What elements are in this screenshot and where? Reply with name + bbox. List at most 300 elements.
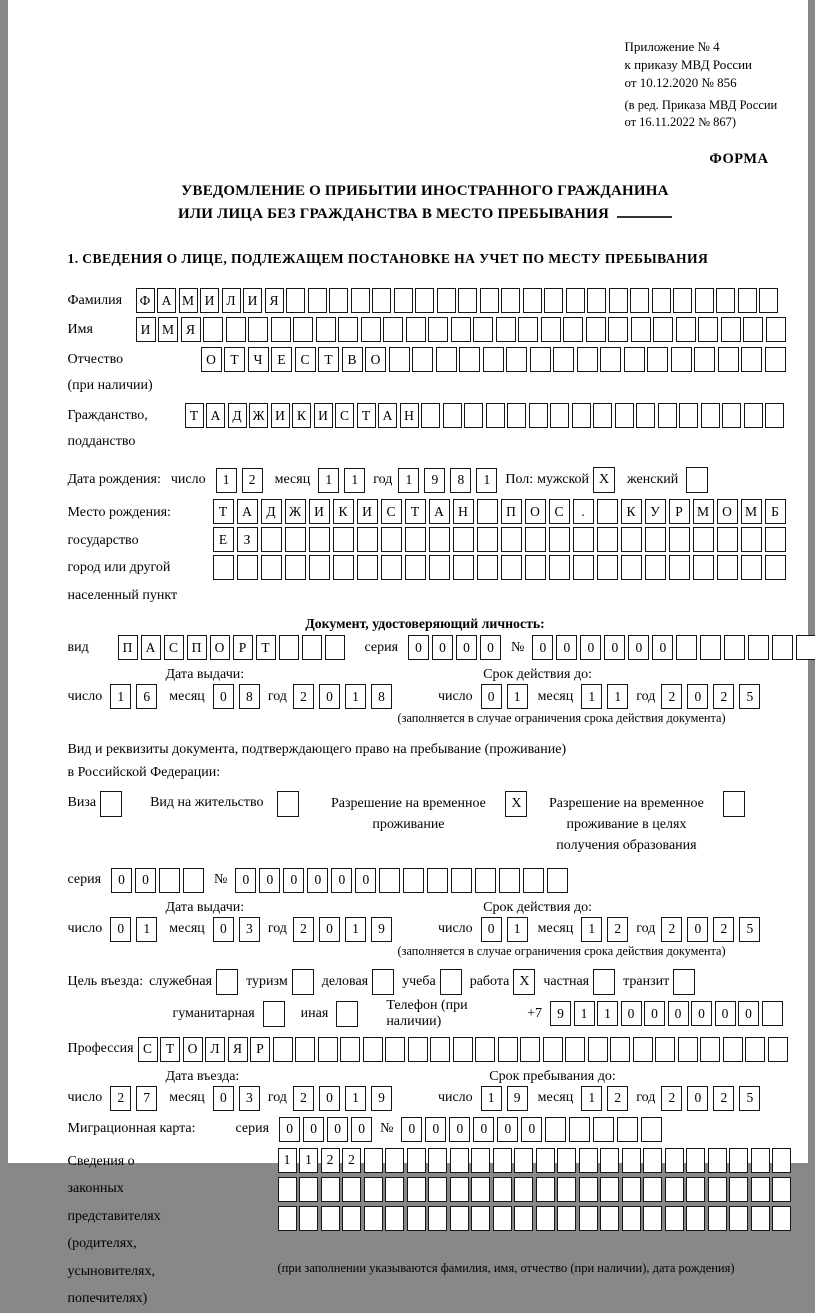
char-cell	[309, 555, 330, 580]
char-cell: Н	[400, 403, 419, 428]
char-cell: А	[206, 403, 225, 428]
char-cell	[325, 635, 345, 660]
char-cell: 0	[213, 684, 234, 709]
char-cell	[338, 317, 358, 342]
char-cell	[545, 1117, 566, 1142]
char-cell	[741, 555, 762, 580]
form-title-line2: ИЛИ ЛИЦА БЕЗ ГРАЖДАНСТВА В МЕСТО ПРЕБЫВАНИЯ	[68, 203, 783, 226]
char-cell	[724, 635, 745, 660]
char-cell	[708, 1177, 727, 1202]
char-cell	[729, 1148, 748, 1173]
char-cell	[698, 317, 718, 342]
char-cell: Ч	[248, 347, 269, 372]
char-cell	[549, 527, 570, 552]
char-cell: 2	[713, 684, 734, 709]
char-cell	[321, 1177, 340, 1202]
char-cell: 1	[607, 684, 628, 709]
char-cell	[630, 288, 649, 313]
char-cell: 0	[408, 635, 429, 660]
char-cell: 5	[739, 917, 760, 942]
char-cell: 0	[279, 1117, 300, 1142]
char-cell	[593, 1117, 614, 1142]
identity-doc-heading: Документ, удостоверяющий личность:	[305, 616, 545, 632]
char-cell	[665, 1206, 684, 1231]
entry-date-heading: Дата въезда:	[165, 1068, 240, 1084]
char-cell	[597, 527, 618, 552]
char-cell	[464, 403, 483, 428]
char-cell	[406, 317, 426, 342]
char-cell	[643, 1177, 662, 1202]
char-cell: 0	[668, 1001, 689, 1026]
migration-number-field[interactable]	[401, 1117, 662, 1142]
char-cell	[357, 527, 378, 552]
char-cell: 0	[135, 868, 156, 893]
char-cell: 5	[739, 684, 760, 709]
day-label: число	[170, 472, 206, 488]
char-cell	[536, 1148, 555, 1173]
doc-type-label: вид	[67, 639, 89, 655]
char-cell: Я	[265, 288, 284, 313]
char-cell	[572, 403, 591, 428]
char-cell	[342, 1206, 361, 1231]
char-cell: 2	[293, 917, 314, 942]
char-cell: 9	[550, 1001, 571, 1026]
char-cell	[518, 317, 538, 342]
char-cell: 0	[691, 1001, 712, 1026]
char-cell	[597, 499, 618, 524]
char-cell	[694, 347, 715, 372]
char-cell	[520, 1037, 540, 1062]
char-cell	[655, 1037, 675, 1062]
char-cell	[477, 555, 498, 580]
female-label: женский	[627, 472, 679, 488]
profession-field[interactable]	[138, 1037, 788, 1062]
char-cell	[600, 1206, 619, 1231]
char-cell: С	[138, 1037, 158, 1062]
char-cell: К	[621, 499, 642, 524]
doc-series-field[interactable]	[408, 635, 501, 660]
doc-issue-month[interactable]	[213, 684, 260, 709]
char-cell	[550, 403, 569, 428]
char-cell	[453, 555, 474, 580]
surname-row	[68, 288, 783, 313]
char-cell: 2	[293, 684, 314, 709]
residence-issue-year[interactable]	[293, 917, 392, 942]
doc-issue-day[interactable]	[110, 684, 157, 709]
char-cell	[772, 1206, 791, 1231]
char-cell: Т	[160, 1037, 180, 1062]
residence-series-field[interactable]	[111, 868, 204, 893]
char-cell: А	[237, 499, 258, 524]
char-cell	[295, 1037, 315, 1062]
char-cell	[372, 288, 391, 313]
char-cell	[430, 1037, 450, 1062]
female-checkbox[interactable]	[686, 467, 708, 493]
char-cell	[408, 1037, 428, 1062]
doc-valid-heading: Срок действия до:	[483, 667, 592, 683]
citizenship-field[interactable]	[185, 403, 785, 428]
entry-month[interactable]	[213, 1086, 260, 1111]
char-cell: 0	[497, 1117, 518, 1142]
char-cell: О	[183, 1037, 203, 1062]
purpose-work-checkbox[interactable]: X	[513, 969, 535, 995]
profession-row	[68, 1037, 783, 1062]
purpose-business-checkbox[interactable]	[372, 969, 394, 995]
profession-label: Профессия	[67, 1041, 134, 1056]
purpose-option-label: иная	[300, 1005, 329, 1021]
representatives-field-2[interactable]	[278, 1177, 792, 1202]
patronymic-row	[68, 347, 783, 399]
month-label: месяц	[169, 921, 205, 936]
char-cell: Р	[233, 635, 253, 660]
char-cell: 0	[355, 868, 376, 893]
char-cell	[285, 555, 306, 580]
entry-year[interactable]	[293, 1086, 392, 1111]
char-cell	[645, 555, 666, 580]
representatives-label: Сведения о законных представителях (родителях, усыновителях, попечителях)	[67, 1153, 161, 1306]
char-cell	[501, 555, 522, 580]
char-cell	[299, 1177, 318, 1202]
char-cell: О	[525, 499, 546, 524]
char-cell: 2	[293, 1086, 314, 1111]
char-cell	[405, 527, 426, 552]
char-cell: 8	[239, 684, 260, 709]
char-cell: Т	[185, 403, 204, 428]
citizenship-row	[68, 403, 783, 455]
char-cell	[385, 1037, 405, 1062]
purpose-other-checkbox[interactable]	[336, 1001, 358, 1027]
entry-dates-headings	[68, 1069, 783, 1085]
doc-type-row	[68, 635, 783, 660]
char-cell	[622, 1206, 641, 1231]
char-cell: 1	[481, 1086, 502, 1111]
char-cell: 1	[597, 1001, 618, 1026]
char-cell	[579, 1148, 598, 1173]
char-cell	[471, 1206, 490, 1231]
char-cell	[451, 317, 471, 342]
stay-until-month[interactable]	[581, 1086, 628, 1111]
char-cell	[796, 635, 815, 660]
char-cell	[586, 317, 606, 342]
char-cell	[403, 868, 424, 893]
char-cell: 6	[136, 684, 157, 709]
char-cell	[671, 347, 692, 372]
char-cell	[473, 317, 493, 342]
char-cell	[385, 1206, 404, 1231]
char-cell: 1	[345, 684, 366, 709]
char-cell	[587, 288, 606, 313]
purpose-transit-checkbox[interactable]	[673, 969, 695, 995]
char-cell: Ф	[136, 288, 155, 313]
char-cell: 0	[351, 1117, 372, 1142]
char-cell: 2	[242, 468, 263, 493]
char-cell	[459, 347, 480, 372]
name-field[interactable]	[136, 317, 786, 342]
migration-card-row	[68, 1117, 783, 1142]
char-cell	[471, 1177, 490, 1202]
entry-dates-row	[68, 1086, 783, 1111]
char-cell: М	[179, 288, 198, 313]
surname-field[interactable]	[136, 288, 779, 313]
char-cell	[428, 1206, 447, 1231]
char-cell: 0	[556, 635, 577, 660]
birthplace-field-3[interactable]	[213, 555, 786, 580]
purpose-option-label: работа	[469, 973, 510, 989]
char-cell	[394, 288, 413, 313]
doc-series-label: серия	[364, 639, 399, 655]
char-cell	[536, 1206, 555, 1231]
char-cell: К	[333, 499, 354, 524]
birthplace-field-1[interactable]	[213, 499, 786, 524]
birth-day-field[interactable]	[216, 468, 263, 493]
char-cell	[729, 1177, 748, 1202]
residence-number-field[interactable]	[235, 868, 568, 893]
residence-valid-day[interactable]	[481, 917, 528, 942]
char-cell: 2	[607, 1086, 628, 1111]
char-cell: 0	[715, 1001, 736, 1026]
char-cell	[708, 1206, 727, 1231]
purpose-humanitarian-checkbox[interactable]	[263, 1001, 285, 1027]
char-cell: 2	[342, 1148, 361, 1173]
char-cell	[364, 1148, 383, 1173]
char-cell: А	[157, 288, 176, 313]
char-cell	[364, 1206, 383, 1231]
residence-permit-checkbox[interactable]	[277, 791, 299, 817]
char-cell	[514, 1206, 533, 1231]
representatives-row	[68, 1148, 783, 1313]
char-cell: 2	[607, 917, 628, 942]
migration-series-field[interactable]	[279, 1117, 372, 1142]
doc-issue-heading: Дата выдачи:	[165, 667, 245, 683]
char-cell	[678, 1037, 698, 1062]
char-cell: 0	[687, 1086, 708, 1111]
char-cell	[743, 317, 763, 342]
char-cell	[412, 347, 433, 372]
char-cell	[499, 868, 520, 893]
char-cell	[261, 555, 282, 580]
entry-day[interactable]	[110, 1086, 157, 1111]
char-cell	[543, 1037, 563, 1062]
form-title-line1: УВЕДОМЛЕНИЕ О ПРИБЫТИИ ИНОСТРАННОГО ГРАЖДАНИНА	[181, 183, 669, 200]
appendix-line: к приказу МВД России	[624, 56, 753, 72]
char-cell: 8	[371, 684, 392, 709]
char-cell: Я	[228, 1037, 248, 1062]
char-cell	[309, 527, 330, 552]
char-cell: З	[237, 527, 258, 552]
char-cell	[453, 1037, 473, 1062]
day-label: число	[437, 688, 473, 704]
char-cell	[665, 1177, 684, 1202]
char-cell	[676, 317, 696, 342]
char-cell: П	[118, 635, 138, 660]
char-cell	[631, 317, 651, 342]
char-cell	[686, 1206, 705, 1231]
char-cell: О	[201, 347, 222, 372]
char-cell: 7	[136, 1086, 157, 1111]
purpose-official-checkbox[interactable]	[216, 969, 238, 995]
char-cell	[557, 1148, 576, 1173]
char-cell: 2	[661, 1086, 682, 1111]
char-cell	[428, 317, 448, 342]
char-cell	[745, 1037, 765, 1062]
doc-valid-year[interactable]	[661, 684, 760, 709]
char-cell	[501, 527, 522, 552]
char-cell	[385, 1177, 404, 1202]
char-cell: Е	[271, 347, 292, 372]
residence-issue-heading: Дата выдачи:	[165, 899, 245, 915]
birthplace-row	[68, 499, 783, 609]
birthdate-label: Дата рождения:	[67, 472, 161, 488]
char-cell	[643, 1206, 662, 1231]
char-cell: 2	[321, 1148, 340, 1173]
char-cell: П	[501, 499, 522, 524]
char-cell: 1	[507, 684, 528, 709]
char-cell	[286, 288, 305, 313]
birth-year-field[interactable]	[398, 468, 497, 493]
residence-issue-month[interactable]	[213, 917, 260, 942]
char-cell	[383, 317, 403, 342]
char-cell	[261, 527, 282, 552]
doc-type-field[interactable]	[118, 635, 345, 660]
char-cell: 0	[213, 917, 234, 942]
char-cell: И	[271, 403, 290, 428]
char-cell	[621, 555, 642, 580]
char-cell	[529, 403, 548, 428]
representatives-field-1[interactable]	[278, 1148, 792, 1173]
char-cell: 1	[581, 1086, 602, 1111]
purpose-tourism-checkbox[interactable]	[292, 969, 314, 995]
char-cell	[450, 1148, 469, 1173]
purpose-study-checkbox[interactable]	[440, 969, 462, 995]
residence-issue-day[interactable]	[110, 917, 157, 942]
char-cell	[421, 403, 440, 428]
char-cell	[686, 1148, 705, 1173]
purpose-label: Цель въезда:	[67, 973, 144, 989]
phone-label: Телефон (при наличии)	[386, 997, 468, 1029]
char-cell	[428, 1177, 447, 1202]
char-cell	[617, 1117, 638, 1142]
doc-number-field[interactable]	[532, 635, 815, 660]
residence-valid-heading: Срок действия до:	[483, 899, 592, 915]
stay-until-day[interactable]	[481, 1086, 528, 1111]
char-cell: 0	[432, 635, 453, 660]
birthplace-field-2[interactable]	[213, 527, 786, 552]
char-cell	[641, 1117, 662, 1142]
purpose-option-label: транзит	[623, 973, 670, 989]
char-cell: Т	[256, 635, 276, 660]
char-cell: 1	[476, 468, 497, 493]
doc-valid-note: (заполняется в случае ограничения срока действия документа)	[397, 711, 726, 726]
char-cell: 0	[319, 917, 340, 942]
visa-checkbox[interactable]	[100, 791, 122, 817]
month-label: месяц	[537, 688, 574, 704]
char-cell: 9	[507, 1086, 528, 1111]
residence-valid-year[interactable]	[661, 917, 760, 942]
purpose-option-label: учеба	[402, 973, 436, 989]
doc-valid-month[interactable]	[581, 684, 628, 709]
representatives-field-3[interactable]	[278, 1206, 792, 1231]
char-cell: 1	[581, 684, 602, 709]
residence-dates-headings	[68, 900, 783, 916]
char-cell	[717, 527, 738, 552]
char-cell	[588, 1037, 608, 1062]
residence-doc-options	[68, 791, 783, 856]
char-cell: 0	[738, 1001, 759, 1026]
char-cell	[686, 1177, 705, 1202]
char-cell: Н	[453, 499, 474, 524]
purpose-private-checkbox[interactable]	[593, 969, 615, 995]
char-cell	[302, 635, 322, 660]
stay-until-year[interactable]	[661, 1086, 760, 1111]
char-cell	[213, 555, 234, 580]
purpose-option-label: частная	[543, 973, 590, 989]
residence-permit-label: Вид на жительство	[150, 794, 264, 810]
char-cell	[471, 1148, 490, 1173]
char-cell: 0	[259, 868, 280, 893]
char-cell	[573, 527, 594, 552]
visa-label: Виза	[67, 794, 97, 810]
temp-residence-checkbox[interactable]: X	[505, 791, 527, 817]
char-cell: С	[549, 499, 570, 524]
patronymic-label: Отчество (при наличии)	[68, 347, 201, 399]
char-cell: Я	[181, 317, 201, 342]
char-cell	[600, 347, 621, 372]
char-cell	[772, 1177, 791, 1202]
char-cell	[768, 1037, 788, 1062]
birth-month-field[interactable]	[318, 468, 365, 493]
char-cell	[437, 288, 456, 313]
char-cell: Т	[405, 499, 426, 524]
patronymic-field[interactable]	[201, 347, 786, 372]
char-cell	[364, 1177, 383, 1202]
char-cell	[415, 288, 434, 313]
char-cell: К	[292, 403, 311, 428]
char-cell: О	[365, 347, 386, 372]
char-cell: Р	[669, 499, 690, 524]
char-cell	[622, 1148, 641, 1173]
char-cell	[183, 868, 204, 893]
year-label: год	[373, 472, 393, 488]
doc-valid-day[interactable]	[481, 684, 528, 709]
char-cell	[738, 288, 757, 313]
char-cell	[643, 1148, 662, 1173]
temp-residence-edu-checkbox[interactable]	[723, 791, 745, 817]
char-cell: 1	[398, 468, 419, 493]
char-cell	[579, 1177, 598, 1202]
phone-field[interactable]	[550, 1001, 783, 1026]
char-cell: 0	[331, 868, 352, 893]
char-cell	[329, 288, 348, 313]
purpose-option-label: служебная	[149, 973, 213, 989]
char-cell	[624, 347, 645, 372]
char-cell	[379, 868, 400, 893]
char-cell: 0	[652, 635, 673, 660]
residence-valid-month[interactable]	[581, 917, 628, 942]
char-cell	[514, 1148, 533, 1173]
month-label: месяц	[274, 472, 311, 488]
char-cell	[285, 527, 306, 552]
char-cell: Т	[224, 347, 245, 372]
char-cell	[693, 555, 714, 580]
char-cell	[744, 403, 763, 428]
temp-residence-label: Разрешение на временное проживание	[330, 795, 486, 832]
char-cell: О	[717, 499, 738, 524]
revision-line: от 16.11.2022 № 867)	[624, 115, 737, 130]
doc-issue-year[interactable]	[293, 684, 392, 709]
male-checkbox[interactable]: X	[593, 467, 615, 493]
char-cell	[501, 288, 520, 313]
migration-card-label: Миграционная карта:	[67, 1121, 196, 1136]
